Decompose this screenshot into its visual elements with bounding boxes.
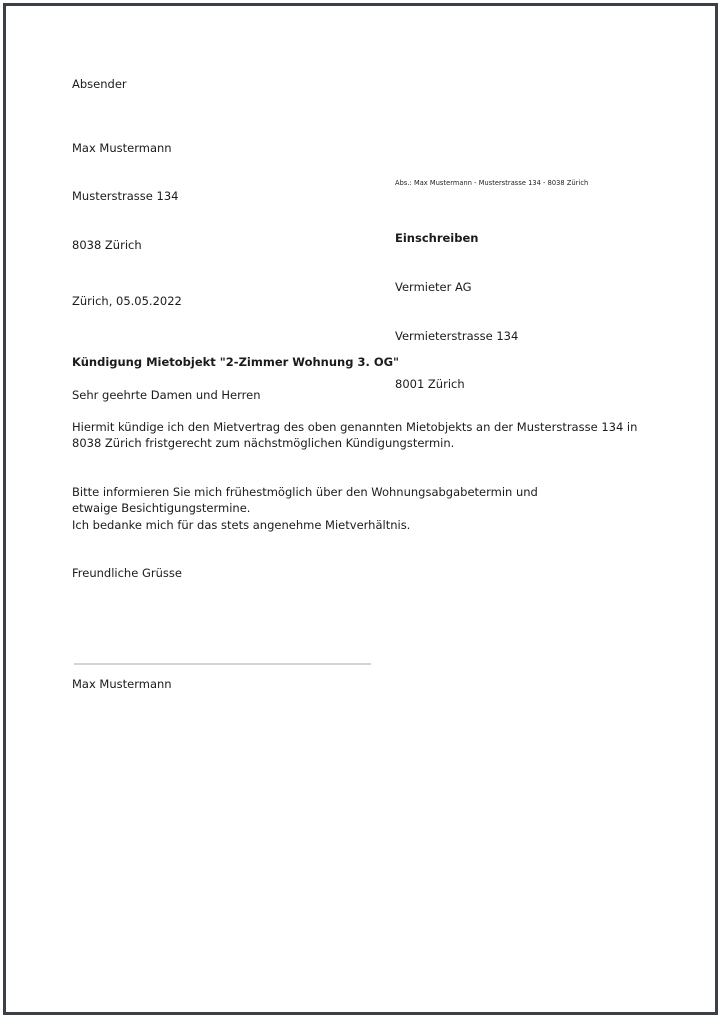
signature-line (74, 663, 371, 665)
subject-line: Kündigung Mietobjekt "2-Zimmer Wohnung 3. OG" (72, 355, 400, 369)
place-and-date: Zürich, 05.05.2022 (72, 294, 182, 308)
salutation: Sehr geehrte Damen und Herren (72, 388, 261, 402)
recipient-city: 8001 Zürich (395, 377, 465, 392)
return-address-line: Abs.: Max Mustermann - Musterstrasse 134 - 8038 Zürich (395, 179, 589, 187)
body-paragraph-3: Ich bedanke mich für das stets angenehme Mietverhältnis. (72, 518, 411, 532)
document-page-frame (3, 3, 718, 1015)
recipient-delivery-note: Einschreiben (395, 231, 479, 245)
signature-name: Max Mustermann (72, 677, 172, 691)
sender-label: Absender (72, 77, 127, 91)
closing-salutation: Freundliche Grüsse (72, 566, 182, 580)
body-paragraph-1: Hiermit kündige ich den Mietvertrag des oben genannten Mietobjekts an der Musterstrasse 134 in 8038 Zürich fristgerecht zum nächstmöglichen Kündigungstermin. (72, 420, 638, 450)
recipient-company: Vermieter AG (395, 280, 472, 295)
sender-address-block (72, 108, 178, 285)
letter-sheet (6, 6, 715, 1012)
sender-city: 8038 Zürich (72, 237, 142, 252)
sender-name: Max Mustermann (72, 141, 172, 155)
sender-street: Musterstrasse 134 (72, 189, 179, 204)
recipient-address-block (395, 198, 518, 425)
recipient-street: Vermieterstrasse 134 (395, 328, 519, 343)
body-paragraph-2: Bitte informieren Sie mich frühestmöglich über den Wohnungsabgabetermin und etwaige Besichtigungstermine. (72, 485, 538, 515)
